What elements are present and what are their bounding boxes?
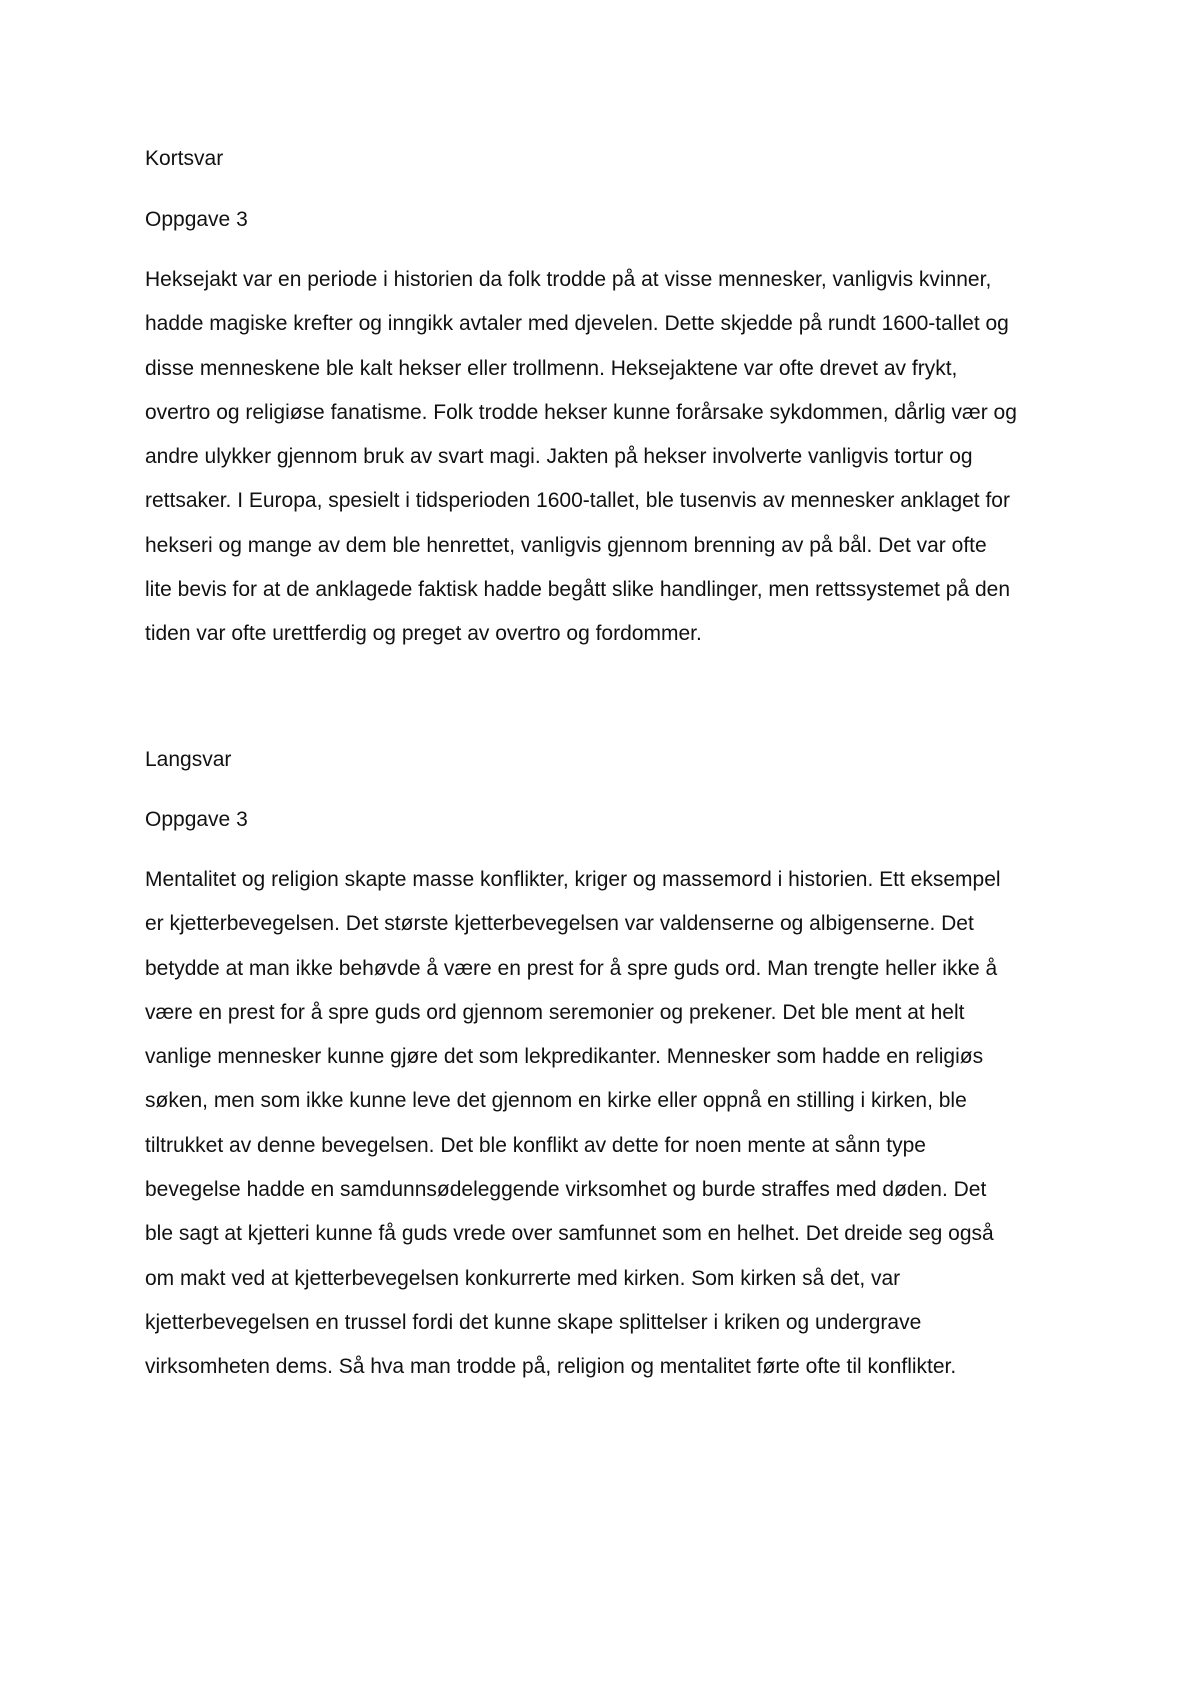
text-line: virksomheten dems. Så hva man trodde på, religion og mentalitet førte ofte til konflikter. (145, 1355, 957, 1379)
text-line: overtro og religiøse fanatisme. Folk trodde hekser kunne forårsake sykdommen, dårlig vær og (145, 400, 1017, 424)
text-line: kjetterbevegelsen en trussel fordi det kunne skape splittelser i kriken og undergrave (145, 1310, 922, 1334)
text-line: ble sagt at kjetteri kunne få guds vrede over samfunnet som en helhet. Det dreide seg også (145, 1222, 994, 1246)
task-label-langsvar: Oppgave 3 (145, 808, 248, 831)
text-line: være en prest for å spre guds ord gjennom seremonier og prekener. Det ble ment at helt (145, 1000, 965, 1024)
paragraph-kortsvar (145, 258, 1075, 657)
text-line: hekseri og mange av dem ble henrettet, vanligvis gjennom brenning av på bål. Det var ofte (145, 533, 987, 557)
text-line: lite bevis for at de anklagede faktisk hadde begått slike handlinger, men rettssystemet på den (145, 578, 1011, 602)
text-line: vanlige mennesker kunne gjøre det som lekpredikanter. Mennesker som hadde en religiøs (145, 1045, 984, 1069)
text-line: andre ulykker gjennom bruk av svart magi. Jakten på hekser involverte vanligvis tortur og (145, 445, 973, 469)
text-line: tiden var ofte urettferdig og preget av overtro og fordommer. (145, 622, 702, 646)
paragraph-langsvar (145, 858, 1075, 1390)
text-line: betydde at man ikke behøvde å være en prest for å spre guds ord. Man trengte heller ikke å (145, 956, 998, 980)
text-line: Heksejakt var en periode i historien da folk trodde på at visse mennesker, vanligvis kvinner, (145, 268, 992, 291)
section-heading-langsvar: Langsvar (145, 748, 232, 771)
text-line: er kjetterbevegelsen. Det største kjetterbevegelsen var valdenserne og albigenserne. Det (145, 912, 974, 936)
text-line: rettsaker. I Europa, spesielt i tidsperioden 1600-tallet, ble tusenvis av mennesker anklaget for (145, 489, 1010, 513)
text-line: søken, men som ikke kunne leve det gjennom en kirke eller oppnå en stilling i kirken, ble (145, 1089, 967, 1113)
section-heading-kortsvar: Kortsvar (145, 147, 224, 170)
text-line: bevegelse hadde en samdunnsødeleggende virksomhet og burde straffes med døden. Det (145, 1178, 987, 1202)
task-label-kortsvar: Oppgave 3 (145, 208, 248, 231)
text-line: disse menneskene ble kalt hekser eller trollmenn. Heksejaktene var ofte drevet av frykt, (145, 356, 958, 380)
text-line: om makt ved at kjetterbevegelsen konkurrerte med kirken. Som kirken så det, var (145, 1266, 901, 1290)
text-line: tiltrukket av denne bevegelsen. Det ble konflikt av dette for noen mente at sånn type (145, 1133, 926, 1157)
text-line: Mentalitet og religion skapte masse konflikter, kriger og massemord i historien. Ett eksempel (145, 868, 1001, 891)
text-line: hadde magiske krefter og inngikk avtaler med djevelen. Dette skjedde på rundt 1600-tallet og (145, 312, 1009, 336)
